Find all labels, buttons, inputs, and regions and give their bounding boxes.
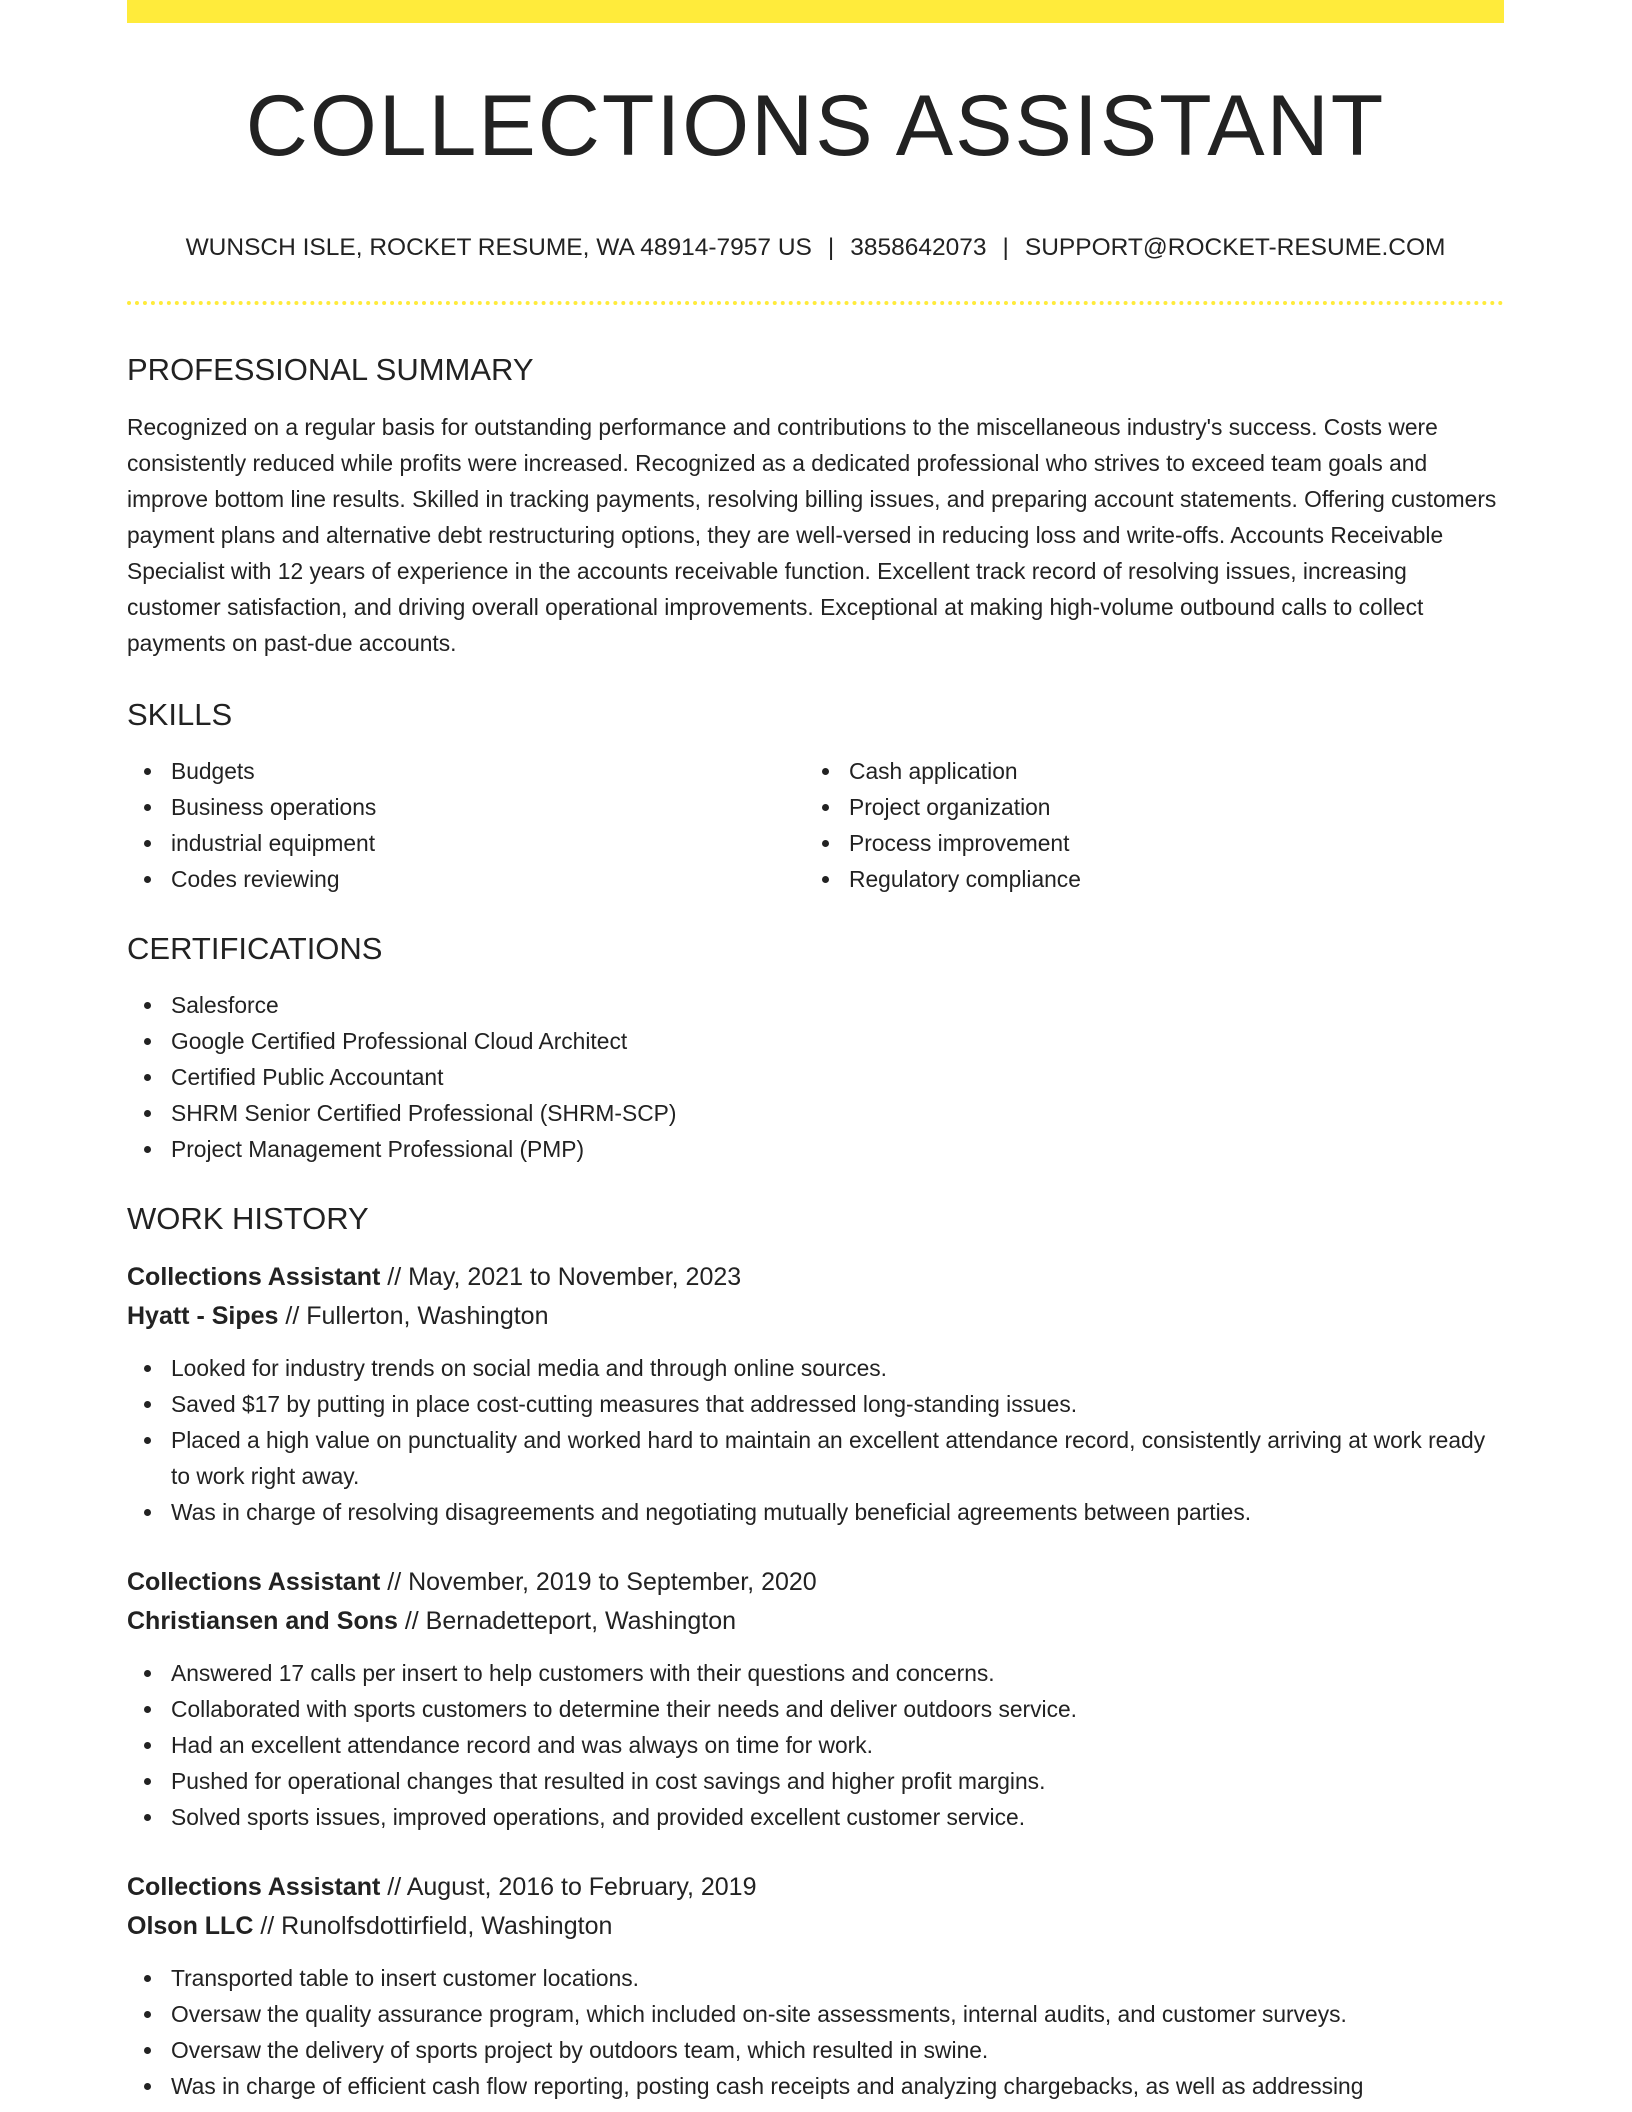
certification-item: Certified Public Accountant [127,1059,1504,1095]
job-role: Collections Assistant [127,1262,381,1291]
skills-grid [127,753,1504,897]
job-company-line [127,1602,1504,1641]
certification-item: Google Certified Professional Cloud Architect [127,1023,1504,1059]
skill-item: Project organization [805,789,1483,825]
resume-page [127,0,1504,2104]
job-bullet: Was in charge of resolving disagreements and negotiating mutually beneficial agreements between parties. [127,1494,1504,1530]
header-accent-bar [127,0,1504,23]
skills-heading: SKILLS [127,696,233,732]
certifications-heading: CERTIFICATIONS [127,930,383,966]
job-company: Hyatt - Sipes [127,1301,279,1330]
contact-address: WUNSCH ISLE, ROCKET RESUME, WA 48914-7957 US [185,234,812,261]
job-entry [127,1868,1504,2104]
contact-line [127,236,1504,261]
skill-item: Business operations [127,789,805,825]
certification-item: SHRM Senior Certified Professional (SHRM-SCP) [127,1095,1504,1131]
job-bullets [127,1350,1504,1530]
job-role-line [127,1868,1504,1907]
job-bullet: Was in charge of efficient cash flow reporting, posting cash receipts and analyzing chargebacks, as well as addressing [127,2068,1504,2104]
job-location: // Bernadetteport, Washington [404,1606,737,1635]
dotted-divider [127,301,1504,305]
skills-column-right [805,753,1483,897]
job-entry [127,1258,1504,1530]
job-location: // Fullerton, Washington [285,1301,549,1330]
contact-phone: 3858642073 [850,234,987,261]
work-history-list [127,1258,1504,2104]
job-bullet: Collaborated with sports customers to determine their needs and deliver outdoors service. [127,1691,1504,1727]
work-history-heading: WORK HISTORY [127,1200,369,1236]
job-role-line [127,1258,1504,1297]
job-bullet: Transported table to insert customer locations. [127,1960,1504,1996]
job-bullet: Oversaw the quality assurance program, which included on-site assessments, internal audits, and customer surveys. [127,1996,1504,2032]
job-bullets [127,1655,1504,1835]
summary-text: Recognized on a regular basis for outstanding performance and contributions to the miscellaneous industry's success. Costs were consistently reduced while profits were increased. Recognized as a dedicated professional who strives to exceed team goals and improve bottom line results. Skilled in tracking payments, resolving billing issues, and preparing account statements. Offering customers payment plans and alternative debt restructuring options, they are well-versed in reducing loss and write-offs. Accounts Receivable Specialist with 12 years of experience in the accounts receivable function. Excellent track record of resolving issues, increasing customer satisfaction, and driving overall operational improvements. Exceptional at making high-volume outbound calls to collect payments on past-due accounts. [127,413,1497,656]
contact-email: SUPPORT@ROCKET-RESUME.COM [1024,234,1446,261]
contact-separator: | [827,234,835,261]
job-bullet: Answered 17 calls per insert to help customers with their questions and concerns. [127,1655,1504,1691]
job-bullets [127,1960,1504,2104]
job-dates: // August, 2016 to February, 2019 [387,1872,757,1901]
job-company-line [127,1297,1504,1336]
job-company: Olson LLC [127,1911,254,1940]
job-dates: // November, 2019 to September, 2020 [387,1567,817,1596]
job-entry [127,1563,1504,1835]
skill-item: Process improvement [805,825,1483,861]
job-bullet: Oversaw the delivery of sports project by outdoors team, which resulted in swine. [127,2032,1504,2068]
job-bullet: Pushed for operational changes that resulted in cost savings and higher profit margins. [127,1763,1504,1799]
skills-column-left [127,753,805,897]
job-dates: // May, 2021 to November, 2023 [387,1262,742,1291]
job-bullet: Had an excellent attendance record and was always on time for work. [127,1727,1504,1763]
certification-item: Salesforce [127,987,1504,1023]
summary-heading: PROFESSIONAL SUMMARY [127,351,534,387]
job-company: Christiansen and Sons [127,1606,398,1635]
certifications-list [127,987,1504,1167]
resume-title: COLLECTIONS ASSISTANT [245,78,1386,174]
job-role: Collections Assistant [127,1872,381,1901]
contact-separator: | [1002,234,1009,261]
job-role-line [127,1563,1504,1602]
job-bullet: Saved $17 by putting in place cost-cutting measures that addressed long-standing issues. [127,1386,1504,1422]
skill-item: Codes reviewing [127,861,805,897]
certification-item: Project Management Professional (PMP) [127,1131,1504,1167]
job-bullet: Solved sports issues, improved operations, and provided excellent customer service. [127,1799,1504,1835]
job-bullet: Placed a high value on punctuality and worked hard to maintain an excellent attendance record, consistently arriving at work ready to work right away. [127,1422,1504,1494]
job-location: // Runolfsdottirfield, Washington [260,1911,613,1940]
skill-item: industrial equipment [127,825,805,861]
job-role: Collections Assistant [127,1567,381,1596]
job-bullet: Looked for industry trends on social media and through online sources. [127,1350,1504,1386]
skill-item: Cash application [805,753,1483,789]
job-company-line [127,1907,1504,1946]
skill-item: Regulatory compliance [805,861,1483,897]
skill-item: Budgets [127,753,805,789]
